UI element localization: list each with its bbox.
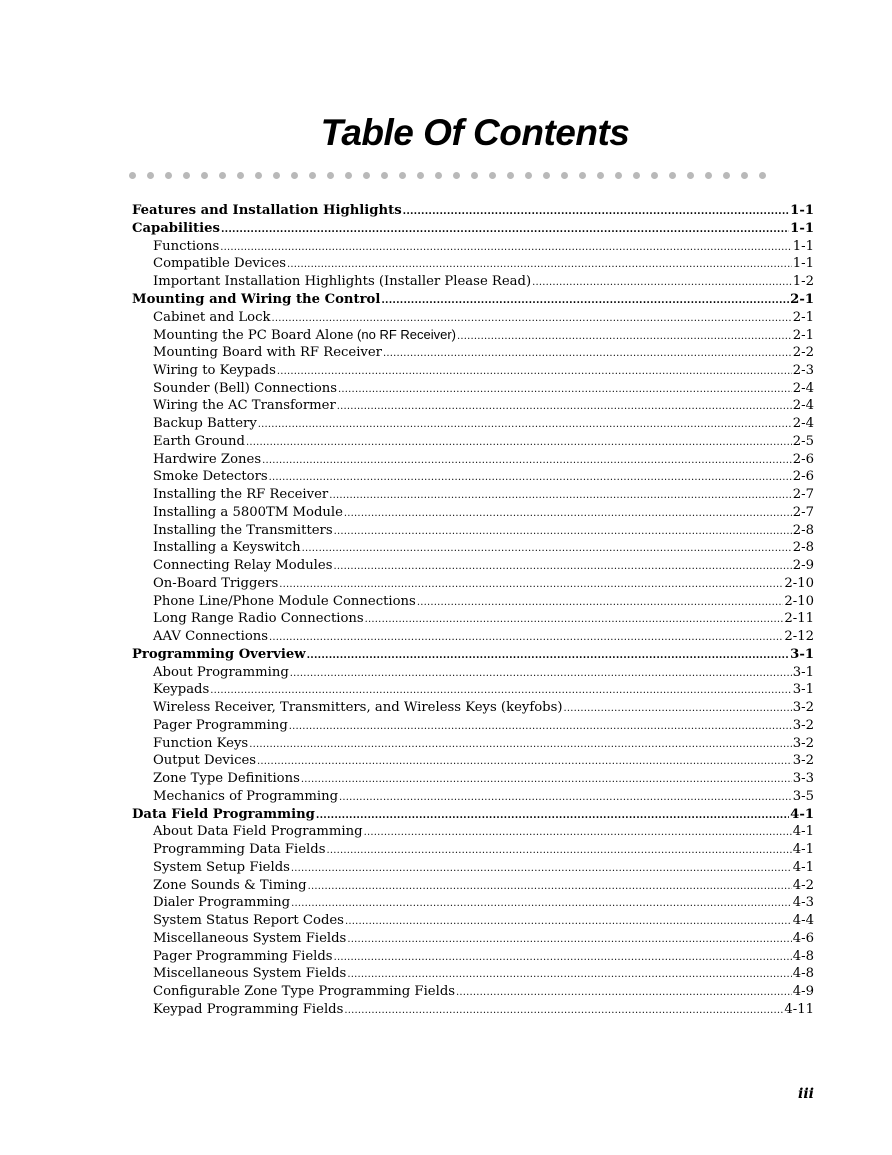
toc-section-entry[interactable]	[132, 575, 814, 593]
divider-dot	[471, 172, 478, 179]
divider-dot	[615, 172, 622, 179]
toc-entry-title: Functions	[153, 238, 220, 254]
toc-section-entry[interactable]	[132, 699, 814, 717]
toc-page-number: 4-1	[792, 859, 814, 875]
toc-section-entry[interactable]	[132, 965, 814, 983]
dot-leader	[220, 239, 792, 257]
toc-entry-title: About Data Field Programming	[153, 824, 363, 840]
toc-entry-title: Installing a 5800TM Module	[153, 504, 343, 520]
toc-section-entry[interactable]	[132, 362, 814, 380]
toc-section-entry[interactable]	[132, 344, 814, 362]
divider-dot	[381, 172, 388, 179]
dot-leader	[279, 576, 783, 594]
toc-entry-title: Configurable Zone Type Programming Fields	[153, 984, 456, 999]
toc-page-number: 1-2	[792, 274, 814, 289]
toc-section-entry[interactable]	[132, 823, 814, 841]
dot-leader	[344, 505, 792, 523]
toc-section-entry[interactable]	[132, 735, 814, 753]
toc-page-number: 1-1	[790, 203, 814, 218]
dot-leader	[307, 647, 790, 665]
toc-section-entry[interactable]	[132, 841, 814, 859]
toc-entry-title: Hardwire Zones	[153, 451, 262, 467]
dot-leader	[291, 895, 792, 913]
toc-entry-title: Pager Programming Fields	[153, 948, 333, 964]
toc-entry-title: Pager Programming	[153, 717, 288, 733]
toc-entry-title: Programming Overview	[132, 646, 306, 662]
dot-leader	[269, 469, 792, 487]
toc-entry-title: Keypad Programming Fields	[153, 1001, 344, 1017]
divider-dot	[201, 172, 208, 179]
toc-page-number: 3-5	[792, 788, 814, 804]
toc-section-entry[interactable]	[132, 522, 814, 540]
page-number: iii	[798, 1086, 814, 1102]
dot-leader	[334, 523, 792, 541]
dot-leader	[333, 558, 791, 576]
toc-page-number: 4-8	[792, 966, 814, 982]
toc-page-number: 3-3	[792, 771, 814, 786]
divider-dot	[489, 172, 496, 179]
toc-entry-title: Wireless Receiver, Transmitters, and Wireless Keys (keyfobs)	[153, 700, 563, 715]
toc-entry-title: Compatible Devices	[153, 256, 287, 272]
toc-page-number: 2-1	[792, 328, 814, 344]
toc-page-number: 4-9	[792, 984, 814, 999]
toc-chapter-entry[interactable]	[132, 806, 814, 824]
toc-entry-title: System Setup Fields	[153, 859, 290, 875]
toc-section-entry[interactable]	[132, 717, 814, 735]
toc-entry-title: Mechanics of Programming	[153, 788, 339, 804]
divider-dot	[687, 172, 694, 179]
dot-leader	[347, 931, 791, 949]
toc-section-entry[interactable]	[132, 770, 814, 788]
dot-leader	[364, 824, 792, 842]
toc-section-entry[interactable]	[132, 628, 814, 646]
toc-page-number: 1-1	[790, 220, 814, 236]
divider-dot	[669, 172, 676, 179]
toc-section-entry[interactable]	[132, 238, 814, 256]
toc-page-number: 2-3	[792, 362, 814, 378]
toc-entry-title: Phone Line/Phone Module Connections	[153, 593, 416, 609]
toc-entry-title: Installing the Transmitters	[153, 522, 333, 538]
toc-page-number: 3-2	[792, 753, 814, 769]
toc-entry-title: Connecting Relay Modules	[153, 558, 333, 573]
toc-page-number: 2-8	[792, 540, 814, 556]
dot-leader	[221, 221, 789, 239]
toc-entry-title: Features and Installation Highlights	[132, 203, 402, 218]
toc-entry-title: Miscellaneous System Fields	[153, 930, 347, 946]
toc-page-number: 2-4	[792, 398, 814, 414]
dot-leader	[269, 629, 783, 647]
toc-entry-title: Mounting Board with RF Receiver	[153, 345, 382, 360]
toc-section-entry[interactable]	[132, 468, 814, 486]
toc-page-number: 3-2	[792, 735, 814, 751]
toc-section-entry[interactable]	[132, 309, 814, 327]
toc-entry-title: Zone Sounds & Timing	[153, 877, 307, 893]
toc-entry-title: Dialer Programming	[153, 895, 291, 911]
toc-page-number: 2-7	[792, 487, 814, 502]
toc-page-number: 4-1	[790, 806, 814, 822]
toc-entry-title: Wiring the AC Transformer	[153, 398, 336, 414]
toc-page-number: 3-1	[790, 646, 814, 662]
divider-dot	[255, 172, 262, 179]
divider-dot	[723, 172, 730, 179]
toc-entry-title: Mounting the PC Board Alone (no RF Receiver)	[153, 327, 457, 344]
toc-page-number: 3-1	[792, 664, 814, 680]
toc-entry-title: About Programming	[153, 664, 289, 680]
toc-page-number: 2-10	[784, 575, 814, 591]
toc-chapter-entry[interactable]	[132, 291, 814, 309]
toc-chapter-entry[interactable]	[132, 646, 814, 664]
toc-page-number: 2-7	[792, 504, 814, 520]
dot-leader	[365, 611, 784, 629]
divider-dot	[507, 172, 514, 179]
toc-entry-title: AAV Connections	[153, 629, 269, 644]
dot-leader	[257, 753, 792, 771]
toc-section-entry[interactable]	[132, 788, 814, 806]
toc-chapter-entry[interactable]	[132, 202, 814, 220]
divider-dot	[435, 172, 442, 179]
toc-page-number: 4-6	[792, 930, 814, 946]
divider-dot	[309, 172, 316, 179]
toc-page-number: 3-2	[792, 717, 814, 733]
toc-section-entry[interactable]	[132, 1001, 814, 1019]
toc-entry-title: Data Field Programming	[132, 806, 315, 822]
toc-entry-title: Cabinet and Lock	[153, 309, 271, 325]
toc-page-number: 2-1	[792, 309, 814, 325]
divider-dot	[399, 172, 406, 179]
toc-page-number: 2-11	[784, 611, 814, 627]
divider-dot	[327, 172, 334, 179]
divider-dot	[237, 172, 244, 179]
toc-page-number: 4-2	[792, 877, 814, 893]
toc-page-number: 4-8	[792, 948, 814, 964]
dot-leader	[532, 274, 792, 292]
toc-section-entry[interactable]	[132, 255, 814, 273]
divider-dot	[363, 172, 370, 179]
divider-dot	[291, 172, 298, 179]
toc-entry-title: Long Range Radio Connections	[153, 611, 364, 627]
toc-entry-title: Function Keys	[153, 735, 249, 751]
divider-dot	[741, 172, 748, 179]
toc-section-entry[interactable]	[132, 451, 814, 469]
toc-page-number: 4-11	[784, 1001, 814, 1017]
dot-leader	[262, 452, 792, 470]
toc-section-entry[interactable]	[132, 664, 814, 682]
toc-entry-title: Installing the RF Receiver	[153, 487, 329, 502]
toc-page-number: 4-1	[792, 824, 814, 840]
dot-leader	[277, 363, 792, 381]
toc-section-entry[interactable]	[132, 504, 814, 522]
dot-leader	[334, 949, 792, 967]
divider-dot	[219, 172, 226, 179]
dot-leader	[289, 718, 792, 736]
toc-section-entry[interactable]	[132, 930, 814, 948]
toc-page-number: 1-1	[792, 238, 814, 254]
toc-section-entry[interactable]	[132, 557, 814, 575]
toc-section-entry[interactable]	[132, 433, 814, 451]
toc-entry-title: System Status Report Codes	[153, 913, 344, 928]
toc-section-entry[interactable]	[132, 539, 814, 557]
dot-leader	[210, 682, 791, 700]
dot-leader	[337, 398, 792, 416]
divider-dot	[579, 172, 586, 179]
toc-entry-title: Installing a Keyswitch	[153, 540, 301, 556]
toc-section-entry[interactable]	[132, 859, 814, 877]
divider-dot	[705, 172, 712, 179]
toc-page-number: 2-6	[792, 469, 814, 485]
toc-entry-title: Programming Data Fields	[153, 842, 326, 857]
toc-entry-title: Mounting and Wiring the Control	[132, 291, 381, 307]
divider-dot	[651, 172, 658, 179]
toc-section-entry[interactable]	[132, 894, 814, 912]
toc-section-entry[interactable]	[132, 486, 814, 504]
dot-leader	[381, 292, 789, 310]
toc-section-entry[interactable]	[132, 752, 814, 770]
toc-page-number: 2-9	[792, 558, 814, 573]
dot-divider	[129, 170, 779, 180]
toc-entry-title: Miscellaneous System Fields	[153, 966, 347, 982]
dot-leader	[345, 913, 792, 931]
divider-dot	[543, 172, 550, 179]
toc-page-number: 2-8	[792, 522, 814, 538]
toc-entry-title: Backup Battery	[153, 416, 257, 431]
toc-page-number: 2-4	[792, 380, 814, 396]
toc-section-entry[interactable]	[132, 983, 814, 1001]
dot-leader	[301, 771, 792, 789]
toc-entry-title: Keypads	[153, 682, 210, 698]
dot-leader	[308, 878, 792, 896]
toc-page-number: 2-10	[784, 593, 814, 609]
dot-leader	[417, 594, 784, 612]
divider-dot	[147, 172, 154, 179]
dot-leader	[344, 1002, 783, 1020]
divider-dot	[453, 172, 460, 179]
dot-leader	[326, 842, 791, 860]
dot-leader	[338, 381, 792, 399]
toc-section-entry[interactable]	[132, 593, 814, 611]
toc-section-entry[interactable]	[132, 948, 814, 966]
toc-section-entry[interactable]	[132, 326, 814, 344]
toc-chapter-entry[interactable]	[132, 220, 814, 238]
divider-dot	[165, 172, 172, 179]
toc-entry-title: Capabilities	[132, 220, 220, 236]
dot-leader	[316, 807, 789, 825]
toc-entry-title: Output Devices	[153, 753, 257, 769]
toc-section-entry[interactable]	[132, 877, 814, 895]
dot-leader	[329, 487, 792, 505]
dot-leader	[456, 984, 792, 1002]
dot-leader	[291, 860, 792, 878]
toc-page-number: 4-3	[792, 895, 814, 911]
toc-entry-title: Earth Ground	[153, 433, 245, 449]
toc-page-number: 3-2	[792, 700, 814, 715]
dot-leader	[249, 736, 792, 754]
toc-entry-title: Wiring to Keypads	[153, 362, 276, 378]
divider-dot	[597, 172, 604, 179]
toc-entry-title: Zone Type Definitions	[153, 771, 300, 786]
dot-leader	[290, 665, 792, 683]
toc-page-number: 2-12	[784, 629, 814, 644]
dot-leader	[287, 256, 792, 274]
toc-entry-title: Smoke Detectors	[153, 469, 268, 485]
divider-dot	[759, 172, 766, 179]
toc-entry-title: Sounder (Bell) Connections	[153, 380, 338, 396]
divider-dot	[561, 172, 568, 179]
toc-section-entry[interactable]	[132, 912, 814, 930]
toc-page-number: 2-4	[792, 416, 814, 431]
toc-page-number: 3-1	[792, 682, 814, 698]
dot-leader	[564, 700, 792, 718]
divider-dot	[129, 172, 136, 179]
toc-list	[132, 202, 814, 1019]
dot-leader	[339, 789, 792, 807]
toc-page-number: 2-6	[792, 451, 814, 467]
toc-page-number: 2-5	[792, 433, 814, 449]
toc-page-number: 2-1	[790, 291, 814, 307]
dot-leader	[271, 310, 791, 328]
toc-section-entry[interactable]	[132, 273, 814, 291]
toc-section-entry[interactable]	[132, 415, 814, 433]
toc-section-entry[interactable]	[132, 397, 814, 415]
divider-dot	[183, 172, 190, 179]
toc-section-entry[interactable]	[132, 610, 814, 628]
dot-leader	[246, 434, 792, 452]
dot-leader	[258, 416, 792, 434]
dot-leader	[302, 540, 792, 558]
toc-entry-title: On-Board Triggers	[153, 575, 279, 591]
toc-page-number: 4-1	[792, 842, 814, 857]
dot-leader	[347, 966, 791, 984]
divider-dot	[525, 172, 532, 179]
toc-page-number: 4-4	[792, 913, 814, 928]
divider-dot	[417, 172, 424, 179]
toc-section-entry[interactable]	[132, 380, 814, 398]
divider-dot	[633, 172, 640, 179]
divider-dot	[345, 172, 352, 179]
toc-page-number: 1-1	[792, 256, 814, 272]
dot-leader	[457, 328, 792, 346]
dot-leader	[383, 345, 792, 363]
toc-entry-title: Important Installation Highlights (Installer Please Read)	[153, 274, 532, 289]
page-title: Table Of Contents	[320, 112, 630, 153]
dot-leader	[403, 203, 790, 221]
toc-section-entry[interactable]	[132, 681, 814, 699]
toc-page-number: 2-2	[792, 345, 814, 360]
divider-dot	[273, 172, 280, 179]
